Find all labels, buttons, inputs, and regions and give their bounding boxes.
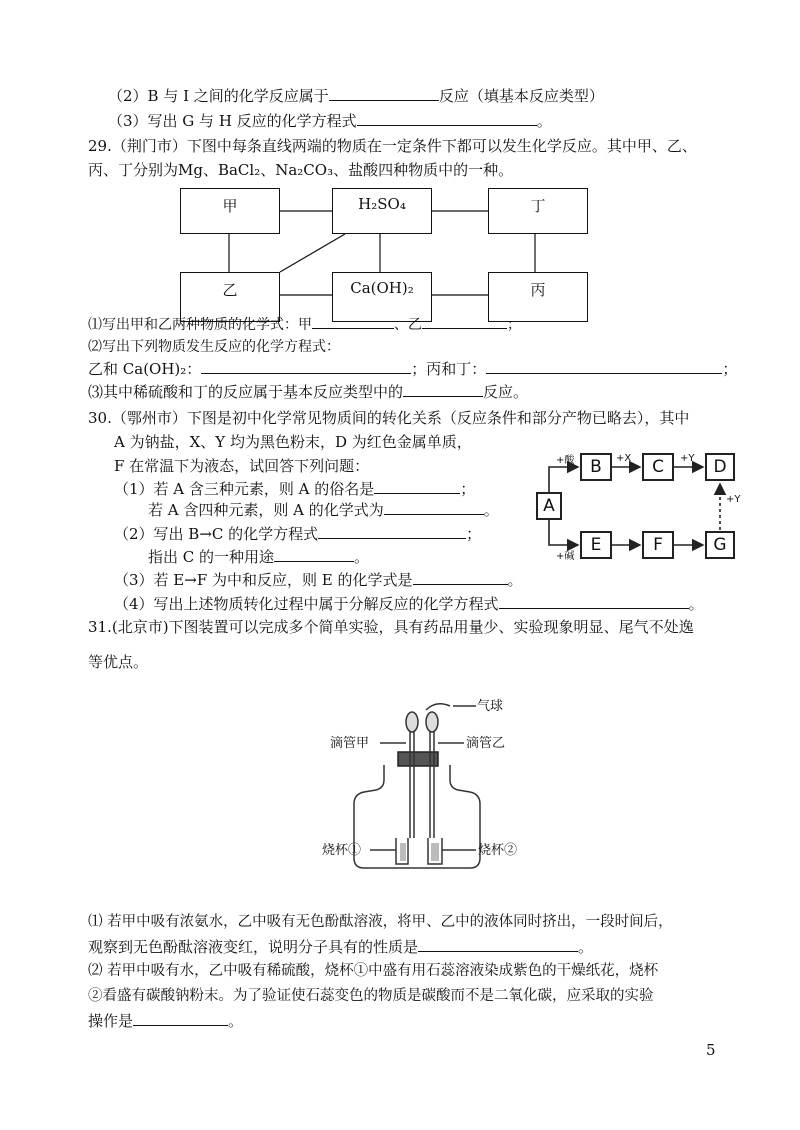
q30-intro-2: A 为钠盐，X、Y 均为黑色粉末，D 为红色金属单质， bbox=[114, 433, 472, 451]
label-y: +Y bbox=[680, 453, 695, 464]
q30-4-b: 。 bbox=[688, 595, 704, 613]
node-label: B bbox=[590, 457, 602, 477]
q30-3-a: （3）若 E→F 为中和反应，则 E 的化学式是 bbox=[114, 571, 413, 589]
label-dropper-a: 滴管甲 bbox=[330, 736, 370, 751]
label-x: +X bbox=[616, 453, 632, 464]
label-dropper-b: 滴管乙 bbox=[466, 736, 506, 751]
q31-2-line-c bbox=[88, 1011, 243, 1031]
label-acid: +酸 bbox=[556, 455, 575, 466]
q30-2-c: 指出 C 的一种用途 bbox=[148, 548, 275, 566]
q29-2-line: ⑵写出下列物质发生反应的化学方程式： bbox=[88, 339, 340, 355]
q31-1-line-a: ⑴ 若甲中吸有浓氨水，乙中吸有无色酚酞溶液，将甲、乙中的液体同时挤出，一段时间后， bbox=[88, 914, 673, 930]
q28-2-tail: 反应（填基本反应类型） bbox=[438, 87, 604, 105]
q30-2-b: ； bbox=[466, 525, 482, 543]
q30-4-a: （4）写出上述物质转化过程中属于分解反应的化学方程式 bbox=[114, 595, 499, 613]
q29-1-mid: 、乙 bbox=[394, 317, 422, 333]
node-label: 乙 bbox=[222, 281, 238, 299]
node-label: D bbox=[713, 457, 727, 477]
q29-2-a: 乙和 Ca(OH)₂： bbox=[88, 360, 202, 378]
period: 。 bbox=[536, 112, 552, 130]
q31-2-line-a: ⑵ 若甲中吸有水，乙中吸有稀硫酸，烧杯①中盛有用石蕊溶液染成紫色的干燥纸花，烧杯 bbox=[88, 963, 659, 979]
q28-3-text: （3）写出 G 与 H 反应的化学方程式 bbox=[108, 112, 357, 130]
node-label: H₂SO₄ bbox=[358, 195, 406, 213]
node-label: A bbox=[543, 496, 555, 516]
node-label: E bbox=[590, 535, 602, 555]
q29-1-end: ； bbox=[507, 317, 521, 333]
answer-blank[interactable] bbox=[418, 937, 578, 952]
label-beaker-1: 烧杯① bbox=[322, 843, 362, 858]
node-label: Ca(OH)₂ bbox=[350, 279, 414, 297]
node-label: C bbox=[652, 457, 664, 477]
q30-1-c: 若 A 含四种元素，则 A 的化学式为 bbox=[148, 501, 384, 519]
q31-1-c: 。 bbox=[578, 938, 594, 956]
page-number: 5 bbox=[706, 1041, 716, 1059]
q30-intro-1: 30.（鄂州市）下图是初中化学常见物质间的转化关系（反应条件和部分产物已略去），其中 bbox=[88, 409, 690, 427]
label-balloon: 气球 bbox=[477, 699, 504, 714]
q30-2-a: （2）写出 B→C 的化学方程式 bbox=[114, 525, 319, 543]
q29-intro-2: 丙、丁分别为Mg、BaCl₂、Na₂CO₃、盐酸四种物质中的一种。 bbox=[88, 161, 514, 179]
node-label: 丁 bbox=[530, 197, 546, 215]
label-beaker-2: 烧杯② bbox=[478, 843, 518, 858]
q31-intro-2: 等优点。 bbox=[88, 653, 149, 671]
q31-1-b: 观察到无色酚酞溶液变红，说明分子具有的性质是 bbox=[88, 938, 419, 956]
q31-2-c: 操作是 bbox=[88, 1012, 134, 1030]
q30-1-a: （1）若 A 含三种元素，则 A 的俗名是 bbox=[114, 480, 375, 498]
answer-blank[interactable] bbox=[133, 1011, 228, 1026]
q29-intro-1: 29.（荆门市）下图中每条直线两端的物质在一定条件下都可以发生化学反应。其中甲、乙、 bbox=[88, 137, 697, 155]
q31-2-d: 。 bbox=[228, 1012, 244, 1030]
q30-3-b: 。 bbox=[507, 571, 523, 589]
q29-1-text: ⑴写出甲和乙两种物质的化学式：甲 bbox=[88, 317, 312, 333]
q29-2-c: ； bbox=[722, 360, 738, 378]
label-y2: +Y bbox=[726, 494, 741, 505]
q29-2-b: ；丙和丁： bbox=[411, 360, 487, 378]
node-label: 丙 bbox=[530, 281, 546, 299]
q31-intro-1: 31.(北京市)下图装置可以完成多个简单实验，具有药品用量少、实验现象明显、尾气不处逸 bbox=[88, 618, 694, 636]
q29-3-b: 反应。 bbox=[483, 383, 529, 401]
node-label: 甲 bbox=[222, 197, 238, 215]
node-label: G bbox=[713, 535, 727, 555]
q31-2-line-b: ②看盛有碳酸钠粉末。为了验证使石蕊变色的物质是碳酸而不是二氧化碳，应采取的实验 bbox=[88, 988, 654, 1004]
q31-1-line-b bbox=[88, 937, 593, 957]
q29-3-a: ⑶其中稀硫酸和丁的反应属于基本反应类型中的 bbox=[88, 383, 404, 401]
q30-1-d: 。 bbox=[483, 501, 499, 519]
q30-1-b: ； bbox=[460, 480, 476, 498]
label-base: +碱 bbox=[556, 551, 575, 562]
q30-intro-3: F 在常温下为液态，试回答下列问题： bbox=[114, 457, 370, 475]
q28-2-text: （2）B 与 I 之间的化学反应属于 bbox=[108, 87, 329, 105]
q30-2-d: 。 bbox=[354, 548, 370, 566]
node-label: F bbox=[653, 535, 663, 555]
